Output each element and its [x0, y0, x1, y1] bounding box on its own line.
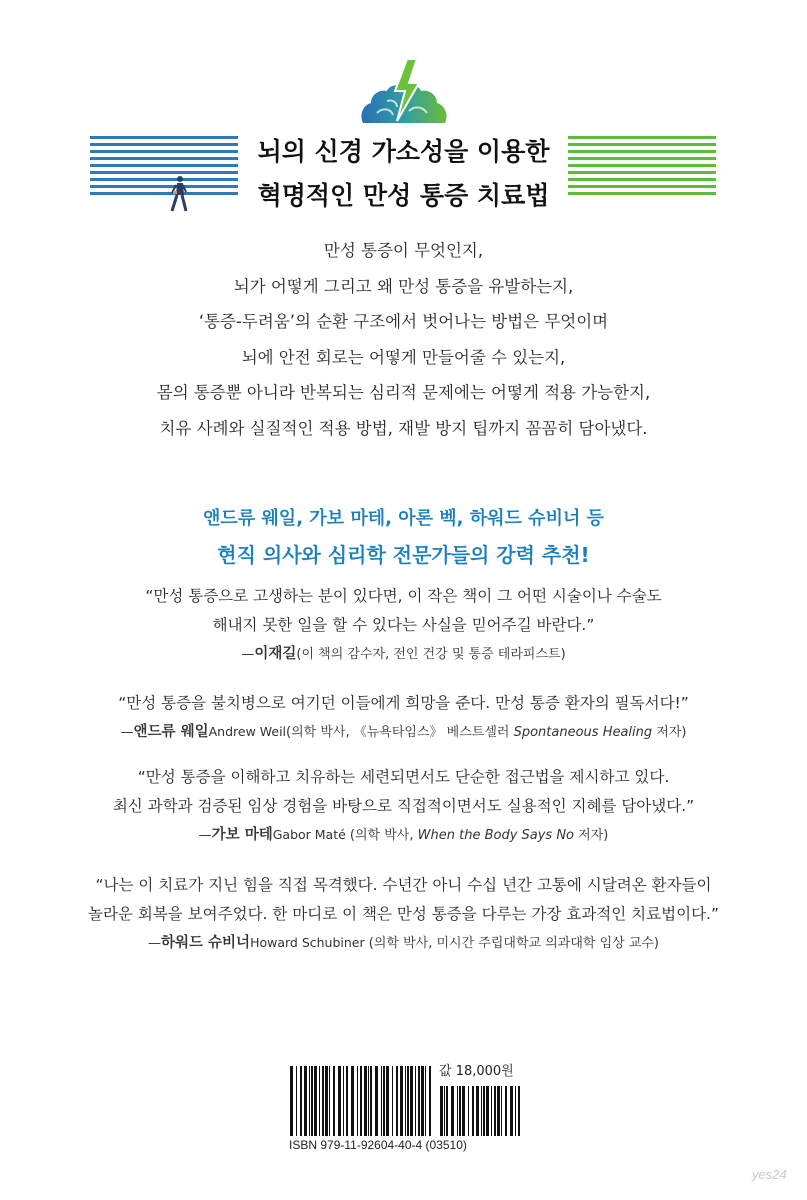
barcode-bar	[451, 1086, 454, 1136]
price-label: 값 18,000원	[439, 1064, 514, 1079]
barcode-bar	[472, 1086, 474, 1136]
attribution-credit: (의학 박사,	[345, 828, 418, 843]
barcode-bar	[300, 1066, 302, 1136]
barcode-bar	[481, 1086, 482, 1136]
barcode-bar	[343, 1066, 344, 1136]
quote-line: 놀라운 회복을 보여주었다. 한 마디로 이 책은 만성 통증을 다루는 가장 효과적인 치료법이다.”	[87, 905, 719, 923]
barcode-bar	[314, 1066, 317, 1136]
barcode-bar	[421, 1066, 424, 1136]
barcode-bar	[501, 1086, 502, 1136]
attribution-dash: —	[147, 936, 161, 951]
barcode-bar	[418, 1066, 420, 1136]
intro-line: 뇌가 어떻게 그리고 왜 만성 통증을 유발하는지,	[233, 276, 574, 296]
barcode-bar	[381, 1066, 382, 1136]
barcode-bar	[476, 1086, 479, 1136]
barcode-bar	[400, 1066, 403, 1136]
attribution-book-title: Spontaneous Healing	[513, 725, 653, 740]
quote-attribution	[60, 643, 747, 666]
attribution-dash: —	[198, 828, 212, 843]
barcode-bar	[486, 1086, 489, 1136]
quote-line: “나는 이 치료가 지닌 힘을 직접 목격했다. 수년간 아니 수십 년간 고통에 시달려온 환자들이	[95, 876, 712, 894]
attribution-name: 하워드 슈비너	[160, 935, 251, 951]
barcode-bar	[396, 1066, 398, 1136]
attribution-name-en: Gabor Maté	[272, 827, 346, 842]
barcode-bar	[333, 1066, 335, 1136]
barcode-bar	[386, 1066, 389, 1136]
barcode-bar	[304, 1066, 307, 1136]
quote-block	[60, 582, 747, 666]
barcode-bar	[351, 1066, 354, 1136]
barcode-bar	[290, 1066, 293, 1136]
barcode-bar	[325, 1066, 328, 1136]
barcode-bar	[425, 1066, 426, 1136]
barcode-bar	[410, 1066, 413, 1136]
brain-lightning-logo	[357, 55, 453, 127]
barcode-bar	[392, 1066, 393, 1136]
quote-block	[60, 871, 747, 955]
quote-attribution	[60, 932, 747, 955]
watermark: yes24	[752, 1167, 787, 1182]
barcode-bar	[360, 1066, 362, 1136]
attribution-book-title: When the Body Says No	[417, 828, 575, 843]
quote-line: “만성 통증으로 고생하는 분이 있다면, 이 작은 책이 그 어떤 시술이나 수술도	[145, 587, 662, 605]
intro-line: 몸의 통증뿐 아니라 반복되는 심리적 문제에는 어떻게 적용 가능한지,	[156, 383, 651, 402]
attribution-name-en: Andrew Weil	[208, 724, 287, 739]
quote-block	[60, 689, 747, 744]
quote-block	[60, 763, 747, 847]
barcode-bar	[346, 1066, 348, 1136]
attribution-name: 가보 마테	[211, 827, 273, 843]
barcode-bar	[491, 1086, 492, 1136]
attribution-credit: (이 책의 감수자, 전인 건강 및 통증 테라피스트)	[296, 647, 566, 662]
barcode-bar	[440, 1086, 443, 1136]
barcode-bar	[368, 1066, 369, 1136]
quote-line: “만성 통증을 불치병으로 여기던 이들에게 희망을 준다. 만성 통증 환자의 필독서다!”	[118, 694, 689, 712]
barcode-bar	[505, 1086, 507, 1136]
attribution-credit-end: 저자)	[652, 725, 687, 740]
intro-line: 치유 사례와 실질적인 적용 방법, 재발 방지 팁까지 꼼꼼히 담아냈다.	[159, 418, 648, 438]
barcode-bar	[296, 1066, 297, 1136]
quote-line: 해내지 못한 일을 할 수 있다는 사실을 믿어주길 바란다.”	[212, 616, 595, 634]
barcode-bar	[515, 1086, 516, 1136]
barcode-bar	[510, 1086, 513, 1136]
barcode-bar	[405, 1066, 406, 1136]
barcode-bar	[462, 1086, 465, 1136]
quote-attribution	[60, 824, 747, 847]
attribution-dash: —	[120, 725, 134, 740]
barcode-bar	[370, 1066, 372, 1136]
quote-line: 최신 과학과 검증된 임상 경험을 바탕으로 직접적이면서도 실용적인 지혜를 담아냈다.”	[112, 797, 695, 815]
barcode-bar	[309, 1066, 310, 1136]
barcode-bar	[375, 1066, 378, 1136]
attribution-name: 이재길	[254, 646, 297, 662]
barcode-bar	[364, 1066, 367, 1136]
barcode-bar	[383, 1066, 385, 1136]
barcode-bar	[415, 1066, 416, 1136]
attribution-dash: —	[241, 647, 255, 662]
barcode-bar	[429, 1066, 431, 1136]
barcode-bar	[311, 1066, 313, 1136]
attribution-name-en: Howard Schubiner	[250, 935, 365, 950]
intro-line: 만성 통증이 무엇인지,	[323, 241, 484, 260]
attribution-credit: (의학 박사, 《뉴욕타임스》 베스트셀러	[286, 725, 514, 740]
barcode-bar	[319, 1066, 320, 1136]
attribution-name: 앤드류 웨일	[133, 724, 209, 740]
recommendation-heading	[80, 501, 727, 573]
quote-line: “만성 통증을 이해하고 치유하는 세련되면서도 단순한 접근법을 제시하고 있다.	[137, 768, 670, 786]
barcode-bar	[444, 1086, 445, 1136]
barcode-bar	[468, 1086, 469, 1136]
barcode-bar	[407, 1066, 409, 1136]
intro-line: 뇌에 안전 회로는 어떻게 만들어줄 수 있는지,	[241, 347, 566, 367]
barcode-bar	[357, 1066, 358, 1136]
walking-person-icon	[164, 175, 194, 215]
headline-line: 혁명적인 만성 통증 치료법	[257, 181, 550, 210]
headline	[200, 130, 607, 218]
intro-line: ‘통증-두려움’의 순환 구조에서 벗어나는 방법은 무엇이며	[198, 312, 609, 331]
barcode-bar	[459, 1086, 461, 1136]
barcode-bar	[338, 1066, 341, 1136]
quote-attribution	[60, 721, 747, 744]
barcode-bar	[518, 1086, 520, 1136]
barcode-bar	[497, 1086, 500, 1136]
barcode-bar	[483, 1086, 485, 1136]
barcode-bar	[446, 1086, 448, 1136]
recommenders-line: 앤드류 웨일, 가보 마테, 아론 벡, 하워드 슈비너 등	[202, 508, 605, 529]
headline-line: 뇌의 신경 가소성을 이용한	[257, 137, 550, 166]
attribution-credit: (의학 박사, 미시간 주립대학교 의과대학 임상 교수)	[364, 936, 660, 951]
intro-text	[80, 233, 727, 446]
barcode-bar	[322, 1066, 324, 1136]
isbn-number: ISBN 979-11-92604-40-4 (03510)	[289, 1138, 467, 1152]
barcode-bar	[329, 1066, 330, 1136]
recommendation-line: 현직 의사와 심리학 전문가들의 강력 추천!	[217, 543, 590, 567]
barcode-bar	[457, 1086, 458, 1136]
attribution-credit-end: 저자)	[574, 828, 609, 843]
barcode-bar	[494, 1086, 496, 1136]
